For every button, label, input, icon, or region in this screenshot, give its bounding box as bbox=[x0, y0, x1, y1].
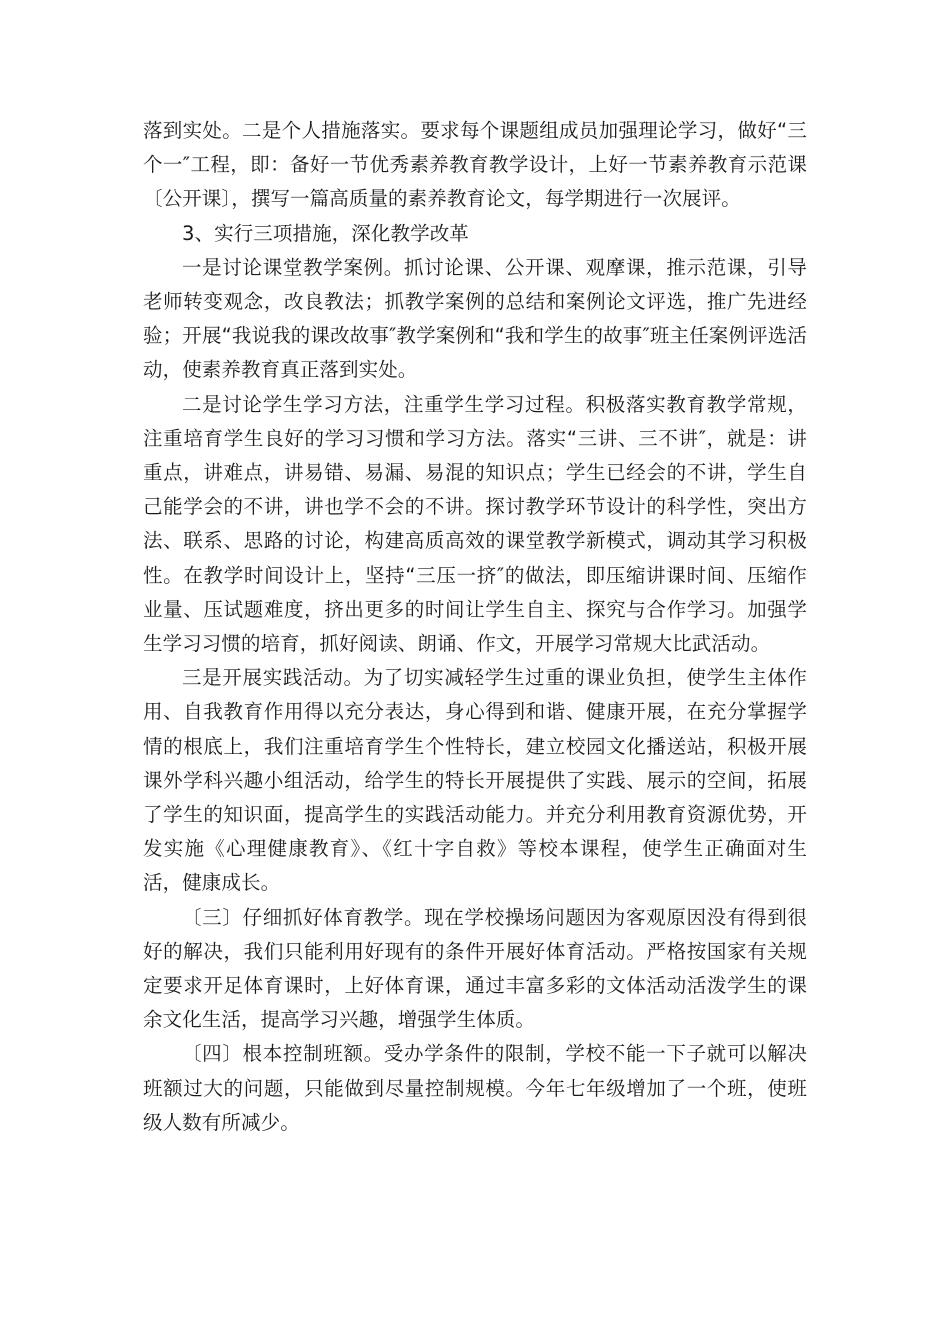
paragraph-case-study: 一是讨论课堂教学案例。抓讨论课、公开课、观摩课，推示范课，引导老师转变观念，改良教法；抓教学案例的总结和案例论文评选，推广先进经验；开展“我说我的课改故事″教学案例和“我和学生的故事″班主任案例评选活动，使素养教育真正落到实处。 bbox=[143, 255, 807, 382]
paragraph-practice-activities: 三是开展实践活动。为了切实减轻学生过重的课业负担，使学生主体作用、自我教育作用得以充分表达，身心得到和谐、健康开展，在充分掌握学情的根底上，我们注重培育学生个性特长，建立校园文化播送站，积极开展课外学科兴趣小组活动，给学生的特长开展提供了实践、展示的空间，拓展了学生的知识面，提高学生的实践活动能力。并充分利用教育资源优势，开发实施《心理健康教育》、《红十字自救》等校本课程，使学生正确面对生活，健康成长。 bbox=[143, 666, 807, 895]
paragraph-study-methods: 二是讨论学生学习方法，注重学生学习过程。积极落实教育教学常规，注重培育学生良好的学习习惯和学习方法。落实“三讲、三不讲″，就是：讲重点，讲难点，讲易错、易漏、易混的知识点；学生已经会的不讲，学生自己能学会的不讲，讲也学不会的不讲。探讨教学环节设计的科学性，突出方法、联系、思路的讨论，构建高质高效的课堂教学新模式，调动其学习积极性。在教学时间设计上，坚持“三压一挤″的做法，即压缩讲课时间、压缩作业量、压试题难度，挤出更多的时间让学生自主、探究与合作学习。加强学生学习习惯的培育，抓好阅读、朗诵、作文，开展学习常规大比武活动。 bbox=[143, 392, 807, 656]
paragraph-physical-education: 〔三〕仔细抓好体育教学。现在学校操场问题因为客观原因没有得到很好的解决，我们只能利用好现有的条件开展好体育活动。严格按国家有关规定要求开足体育课时，上好体育课，通过丰富多彩的文体活动活泼学生的课余文化生活，提高学习兴趣，增强学生体质。 bbox=[143, 905, 807, 1032]
paragraph-continuation: 落到实处。二是个人措施落实。要求每个课题组成员加强理论学习，做好“三个一″工程，即：备好一节优秀素养教育教学设计，上好一节素养教育示范课〔公开课〕，撰写一篇高质量的素养教育论文，每学期进行一次展评。 bbox=[143, 119, 807, 211]
document-body bbox=[143, 114, 807, 1140]
paragraph-class-size: 〔四〕根本控制班额。受办学条件的限制，学校不能一下子就可以解决班额过大的问题，只能做到尽量控制规模。今年七年级增加了一个班，使班级人数有所减少。 bbox=[143, 1042, 807, 1134]
section-heading: 3、实行三项措施，深化教学改革 bbox=[182, 221, 469, 245]
